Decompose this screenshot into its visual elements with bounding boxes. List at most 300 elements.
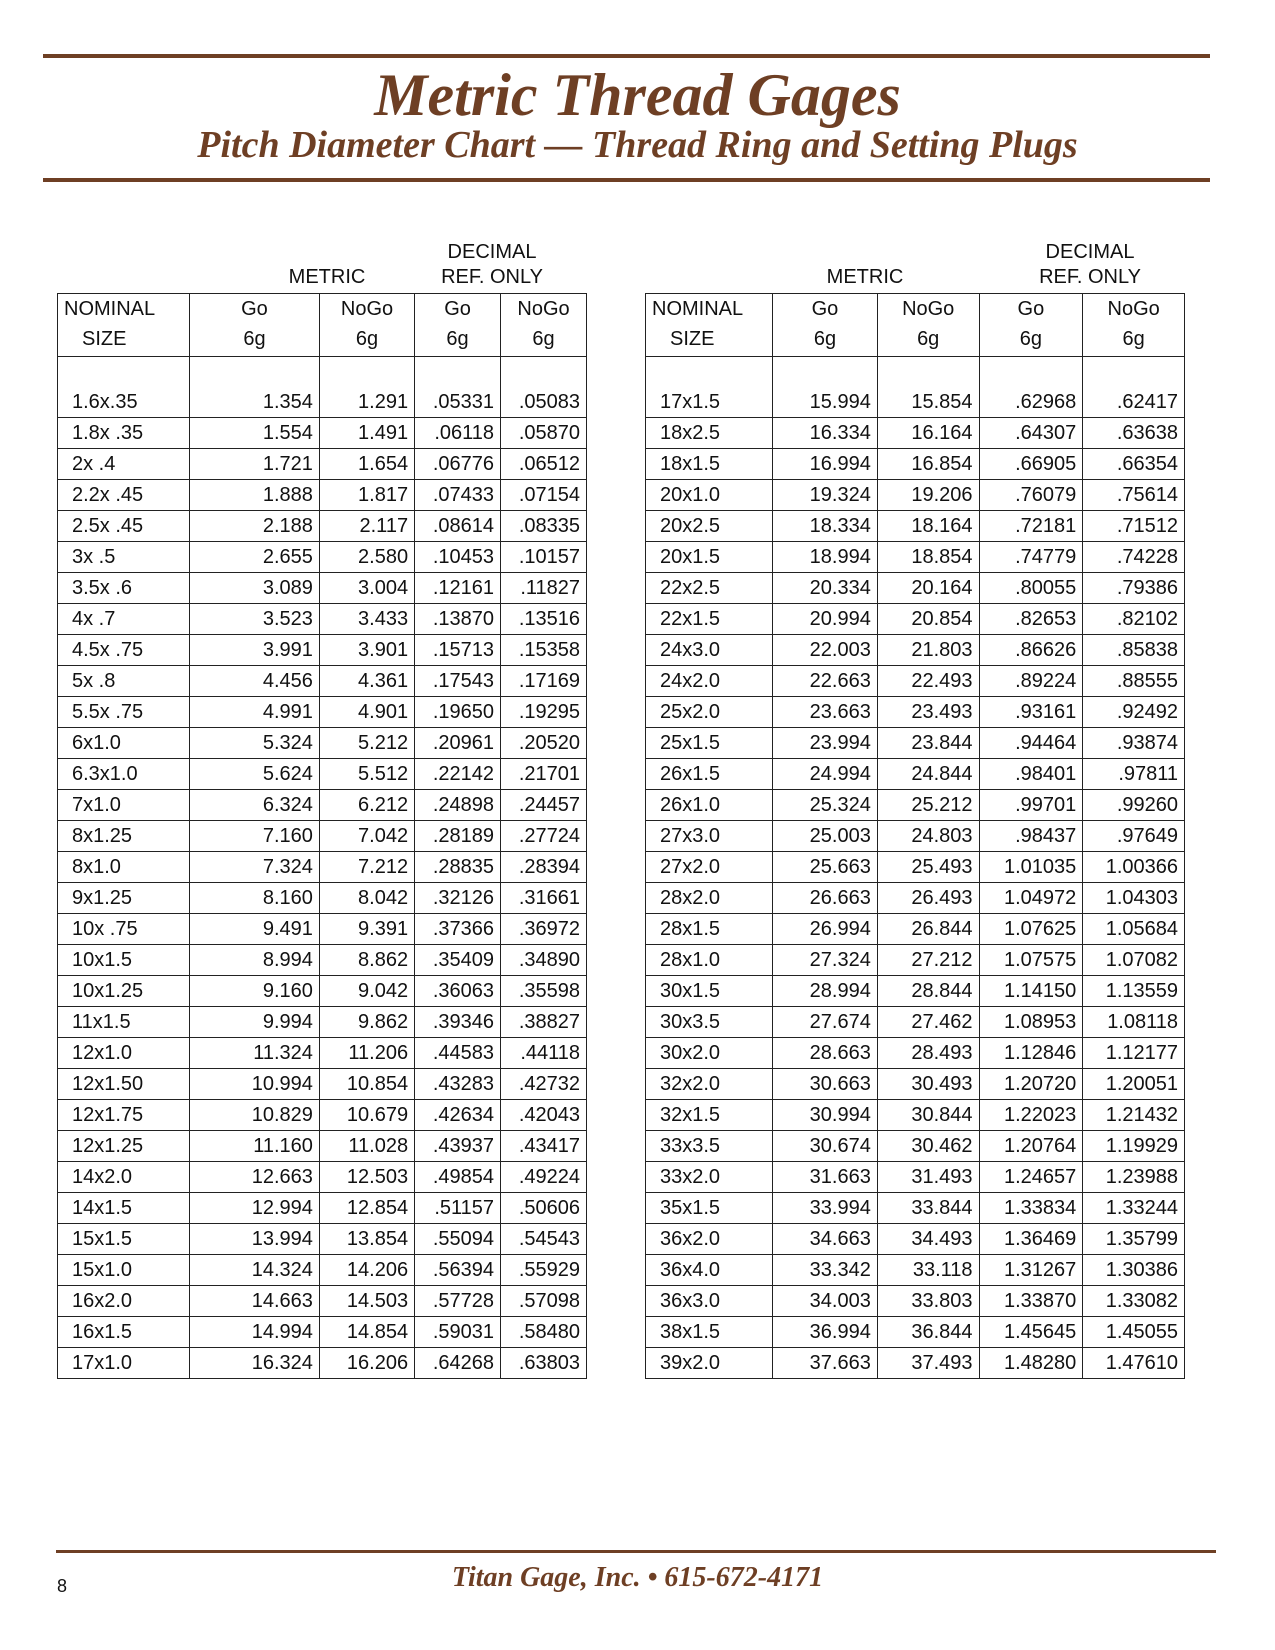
decimal-nogo-cell: .28394 bbox=[501, 852, 587, 883]
left-spacer-cell bbox=[319, 357, 414, 388]
nominal-size-cell: 17x1.5 bbox=[646, 387, 773, 418]
right-decimal-go-header-line1: Go bbox=[1017, 298, 1045, 320]
metric-go-cell: 30.663 bbox=[773, 1069, 878, 1100]
table-row bbox=[646, 1131, 1185, 1162]
decimal-go-cell: .20961 bbox=[415, 728, 501, 759]
decimal-nogo-cell: .38827 bbox=[501, 1007, 587, 1038]
right-decimal-group-header bbox=[1010, 240, 1170, 290]
table-row bbox=[58, 1069, 587, 1100]
decimal-nogo-cell: 1.33082 bbox=[1083, 1286, 1185, 1317]
decimal-nogo-cell: .54543 bbox=[501, 1224, 587, 1255]
metric-nogo-cell: 23.844 bbox=[877, 728, 979, 759]
decimal-go-cell: .55094 bbox=[415, 1224, 501, 1255]
metric-go-cell: 8.160 bbox=[189, 883, 319, 914]
right-metric-group-header: METRIC bbox=[826, 266, 904, 288]
metric-go-cell: 9.491 bbox=[189, 914, 319, 945]
metric-nogo-cell: 27.462 bbox=[877, 1007, 979, 1038]
decimal-nogo-cell: .11827 bbox=[501, 573, 587, 604]
left-decimal-nogo-header-line2: 6g bbox=[532, 328, 555, 350]
decimal-nogo-cell: .42732 bbox=[501, 1069, 587, 1100]
left-decimal-go-header-line2: 6g bbox=[446, 328, 469, 350]
table-row bbox=[646, 1193, 1185, 1224]
decimal-nogo-cell: .79386 bbox=[1083, 573, 1185, 604]
nominal-size-cell: 1.6x.35 bbox=[58, 387, 190, 418]
metric-nogo-cell: 33.803 bbox=[877, 1286, 979, 1317]
decimal-nogo-cell: .58480 bbox=[501, 1317, 587, 1348]
table-row bbox=[58, 1255, 587, 1286]
right-decimal-nogo-header-line1: NoGo bbox=[1107, 298, 1160, 320]
nominal-size-cell: 35x1.5 bbox=[646, 1193, 773, 1224]
right-spacer-cell bbox=[646, 357, 773, 388]
metric-go-cell: 5.324 bbox=[189, 728, 319, 759]
metric-nogo-cell: 3.901 bbox=[319, 635, 414, 666]
metric-go-cell: 24.994 bbox=[773, 759, 878, 790]
right-nominal-size-header-line1: NOMINAL bbox=[652, 298, 744, 320]
decimal-go-cell: 1.33834 bbox=[979, 1193, 1083, 1224]
table-row bbox=[58, 914, 587, 945]
decimal-go-cell: 1.12846 bbox=[979, 1038, 1083, 1069]
table-row bbox=[58, 976, 587, 1007]
decimal-go-cell: .39346 bbox=[415, 1007, 501, 1038]
decimal-nogo-cell: .21701 bbox=[501, 759, 587, 790]
nominal-size-cell: 27x2.0 bbox=[646, 852, 773, 883]
decimal-go-cell: .74779 bbox=[979, 542, 1083, 573]
left-spacer-cell bbox=[58, 357, 190, 388]
decimal-go-cell: .08614 bbox=[415, 511, 501, 542]
decimal-go-cell: .66905 bbox=[979, 449, 1083, 480]
metric-nogo-cell: 18.164 bbox=[877, 511, 979, 542]
nominal-size-cell: 10x .75 bbox=[58, 914, 190, 945]
left-ref-only-label: REF. ONLY bbox=[441, 266, 543, 288]
metric-nogo-cell: 14.206 bbox=[319, 1255, 414, 1286]
metric-go-cell: 9.160 bbox=[189, 976, 319, 1007]
nominal-size-cell: 18x1.5 bbox=[646, 449, 773, 480]
nominal-size-cell: 12x1.75 bbox=[58, 1100, 190, 1131]
metric-go-cell: 6.324 bbox=[189, 790, 319, 821]
left-spacer-cell bbox=[189, 357, 319, 388]
left-header-row bbox=[58, 294, 587, 357]
table-row bbox=[646, 1286, 1185, 1317]
decimal-go-cell: .44583 bbox=[415, 1038, 501, 1069]
left-metric-nogo-header bbox=[319, 294, 414, 357]
metric-nogo-cell: 24.844 bbox=[877, 759, 979, 790]
table-row bbox=[58, 697, 587, 728]
metric-nogo-cell: 20.854 bbox=[877, 604, 979, 635]
table-row bbox=[58, 1100, 587, 1131]
metric-go-cell: 15.994 bbox=[773, 387, 878, 418]
decimal-nogo-cell: .34890 bbox=[501, 945, 587, 976]
decimal-go-cell: .98401 bbox=[979, 759, 1083, 790]
decimal-go-cell: .59031 bbox=[415, 1317, 501, 1348]
metric-go-cell: 7.160 bbox=[189, 821, 319, 852]
table-row bbox=[646, 542, 1185, 573]
page-title: Metric Thread Gages bbox=[374, 62, 901, 128]
left-decimal-nogo-header-line1: NoGo bbox=[517, 298, 570, 320]
decimal-go-cell: 1.07625 bbox=[979, 914, 1083, 945]
decimal-go-cell: .62968 bbox=[979, 387, 1083, 418]
decimal-go-cell: .51157 bbox=[415, 1193, 501, 1224]
metric-go-cell: 34.003 bbox=[773, 1286, 878, 1317]
decimal-go-cell: .06118 bbox=[415, 418, 501, 449]
metric-go-cell: 28.994 bbox=[773, 976, 878, 1007]
decimal-go-cell: .94464 bbox=[979, 728, 1083, 759]
nominal-size-cell: 20x2.5 bbox=[646, 511, 773, 542]
decimal-go-cell: 1.45645 bbox=[979, 1317, 1083, 1348]
metric-nogo-cell: 1.654 bbox=[319, 449, 414, 480]
metric-nogo-cell: 33.118 bbox=[877, 1255, 979, 1286]
nominal-size-cell: 3x .5 bbox=[58, 542, 190, 573]
left-nominal-size-header-line1: NOMINAL bbox=[64, 298, 156, 320]
nominal-size-cell: 28x1.5 bbox=[646, 914, 773, 945]
metric-go-cell: 16.994 bbox=[773, 449, 878, 480]
decimal-go-cell: 1.24657 bbox=[979, 1162, 1083, 1193]
metric-nogo-cell: 25.493 bbox=[877, 852, 979, 883]
metric-go-cell: 8.994 bbox=[189, 945, 319, 976]
right-decimal-go-header bbox=[979, 294, 1083, 357]
decimal-nogo-cell: 1.08118 bbox=[1083, 1007, 1185, 1038]
decimal-go-cell: 1.14150 bbox=[979, 976, 1083, 1007]
table-row bbox=[646, 821, 1185, 852]
metric-nogo-cell: 8.862 bbox=[319, 945, 414, 976]
metric-go-cell: 20.994 bbox=[773, 604, 878, 635]
metric-go-cell: 10.994 bbox=[189, 1069, 319, 1100]
nominal-size-cell: 18x2.5 bbox=[646, 418, 773, 449]
table-row bbox=[58, 1007, 587, 1038]
metric-go-cell: 26.663 bbox=[773, 883, 878, 914]
left-spacer-cell bbox=[501, 357, 587, 388]
metric-nogo-cell: 9.042 bbox=[319, 976, 414, 1007]
decimal-nogo-cell: .05083 bbox=[501, 387, 587, 418]
metric-go-cell: 1.888 bbox=[189, 480, 319, 511]
metric-nogo-cell: 20.164 bbox=[877, 573, 979, 604]
metric-nogo-cell: 1.491 bbox=[319, 418, 414, 449]
metric-nogo-cell: 10.854 bbox=[319, 1069, 414, 1100]
nominal-size-cell: 26x1.0 bbox=[646, 790, 773, 821]
metric-nogo-cell: 12.854 bbox=[319, 1193, 414, 1224]
metric-nogo-cell: 3.004 bbox=[319, 573, 414, 604]
table-row bbox=[58, 542, 587, 573]
nominal-size-cell: 1.8x .35 bbox=[58, 418, 190, 449]
nominal-size-cell: 8x1.0 bbox=[58, 852, 190, 883]
metric-nogo-cell: 4.901 bbox=[319, 697, 414, 728]
table-row bbox=[646, 852, 1185, 883]
decimal-nogo-cell: .07154 bbox=[501, 480, 587, 511]
table-row bbox=[58, 1224, 587, 1255]
right-decimal-label: DECIMAL bbox=[1045, 241, 1135, 263]
nominal-size-cell: 22x2.5 bbox=[646, 573, 773, 604]
left-decimal-label: DECIMAL bbox=[447, 241, 537, 263]
decimal-go-cell: .80055 bbox=[979, 573, 1083, 604]
table-row bbox=[646, 1348, 1185, 1379]
metric-nogo-cell: 25.212 bbox=[877, 790, 979, 821]
left-decimal-go-header bbox=[415, 294, 501, 357]
metric-go-cell: 3.991 bbox=[189, 635, 319, 666]
nominal-size-cell: 7x1.0 bbox=[58, 790, 190, 821]
table-row bbox=[646, 1224, 1185, 1255]
table-row bbox=[58, 511, 587, 542]
right-decimal-nogo-header bbox=[1083, 294, 1185, 357]
decimal-nogo-cell: .82102 bbox=[1083, 604, 1185, 635]
table-row bbox=[58, 945, 587, 976]
decimal-nogo-cell: 1.13559 bbox=[1083, 976, 1185, 1007]
nominal-size-cell: 9x1.25 bbox=[58, 883, 190, 914]
metric-go-cell: 11.324 bbox=[189, 1038, 319, 1069]
decimal-go-cell: .19650 bbox=[415, 697, 501, 728]
metric-go-cell: 30.674 bbox=[773, 1131, 878, 1162]
right-metric-go-header-line1: Go bbox=[811, 298, 839, 320]
metric-go-cell: 1.554 bbox=[189, 418, 319, 449]
metric-nogo-cell: 14.503 bbox=[319, 1286, 414, 1317]
table-row bbox=[58, 728, 587, 759]
right-spacer-cell bbox=[1083, 357, 1185, 388]
decimal-nogo-cell: .24457 bbox=[501, 790, 587, 821]
metric-nogo-cell: 9.391 bbox=[319, 914, 414, 945]
metric-nogo-cell: 30.493 bbox=[877, 1069, 979, 1100]
table-row bbox=[58, 449, 587, 480]
decimal-nogo-cell: 1.00366 bbox=[1083, 852, 1185, 883]
left-metric-go-header bbox=[189, 294, 319, 357]
footer-rule bbox=[56, 1550, 1216, 1553]
decimal-go-cell: .43937 bbox=[415, 1131, 501, 1162]
nominal-size-cell: 33x2.0 bbox=[646, 1162, 773, 1193]
nominal-size-cell: 36x4.0 bbox=[646, 1255, 773, 1286]
metric-go-cell: 12.994 bbox=[189, 1193, 319, 1224]
table-row bbox=[58, 1038, 587, 1069]
table-row bbox=[58, 759, 587, 790]
table-row bbox=[646, 387, 1185, 418]
metric-nogo-cell: 13.854 bbox=[319, 1224, 414, 1255]
metric-nogo-cell: 22.493 bbox=[877, 666, 979, 697]
nominal-size-cell: 10x1.25 bbox=[58, 976, 190, 1007]
metric-go-cell: 14.994 bbox=[189, 1317, 319, 1348]
metric-go-cell: 7.324 bbox=[189, 852, 319, 883]
decimal-nogo-cell: 1.05684 bbox=[1083, 914, 1185, 945]
nominal-size-cell: 16x1.5 bbox=[58, 1317, 190, 1348]
decimal-go-cell: 1.07575 bbox=[979, 945, 1083, 976]
metric-nogo-cell: 18.854 bbox=[877, 542, 979, 573]
decimal-go-cell: .28835 bbox=[415, 852, 501, 883]
left-spacer-row bbox=[58, 357, 587, 388]
metric-go-cell: 22.663 bbox=[773, 666, 878, 697]
decimal-nogo-cell: 1.04303 bbox=[1083, 883, 1185, 914]
right-nominal-size-header bbox=[646, 294, 773, 357]
right-metric-nogo-header-line2: 6g bbox=[917, 328, 940, 350]
metric-nogo-cell: 7.212 bbox=[319, 852, 414, 883]
metric-go-cell: 25.324 bbox=[773, 790, 878, 821]
table-row bbox=[646, 573, 1185, 604]
metric-go-cell: 27.674 bbox=[773, 1007, 878, 1038]
nominal-size-cell: 36x3.0 bbox=[646, 1286, 773, 1317]
nominal-size-cell: 22x1.5 bbox=[646, 604, 773, 635]
metric-nogo-cell: 27.212 bbox=[877, 945, 979, 976]
table-row bbox=[646, 1069, 1185, 1100]
decimal-nogo-cell: .50606 bbox=[501, 1193, 587, 1224]
decimal-nogo-cell: .97811 bbox=[1083, 759, 1185, 790]
table-row bbox=[58, 852, 587, 883]
decimal-nogo-cell: 1.12177 bbox=[1083, 1038, 1185, 1069]
decimal-nogo-cell: 1.33244 bbox=[1083, 1193, 1185, 1224]
decimal-go-cell: .35409 bbox=[415, 945, 501, 976]
metric-nogo-cell: 34.493 bbox=[877, 1224, 979, 1255]
metric-nogo-cell: 1.291 bbox=[319, 387, 414, 418]
metric-nogo-cell: 14.854 bbox=[319, 1317, 414, 1348]
decimal-nogo-cell: .74228 bbox=[1083, 542, 1185, 573]
table-row bbox=[58, 635, 587, 666]
table-row bbox=[646, 604, 1185, 635]
decimal-go-cell: .22142 bbox=[415, 759, 501, 790]
nominal-size-cell: 11x1.5 bbox=[58, 1007, 190, 1038]
nominal-size-cell: 2x .4 bbox=[58, 449, 190, 480]
decimal-go-cell: .86626 bbox=[979, 635, 1083, 666]
right-decimal-go-header-line2: 6g bbox=[1019, 328, 1043, 350]
metric-nogo-cell: 26.493 bbox=[877, 883, 979, 914]
table-row bbox=[58, 821, 587, 852]
table-row bbox=[646, 728, 1185, 759]
metric-go-cell: 25.663 bbox=[773, 852, 878, 883]
nominal-size-cell: 14x2.0 bbox=[58, 1162, 190, 1193]
table-row bbox=[646, 883, 1185, 914]
decimal-nogo-cell: .71512 bbox=[1083, 511, 1185, 542]
metric-nogo-cell: 21.803 bbox=[877, 635, 979, 666]
decimal-nogo-cell: .75614 bbox=[1083, 480, 1185, 511]
decimal-go-cell: .43283 bbox=[415, 1069, 501, 1100]
decimal-go-cell: .15713 bbox=[415, 635, 501, 666]
decimal-go-cell: .07433 bbox=[415, 480, 501, 511]
metric-go-cell: 33.994 bbox=[773, 1193, 878, 1224]
metric-nogo-cell: 16.206 bbox=[319, 1348, 414, 1379]
table-row bbox=[58, 666, 587, 697]
decimal-nogo-cell: 1.07082 bbox=[1083, 945, 1185, 976]
decimal-nogo-cell: .20520 bbox=[501, 728, 587, 759]
decimal-go-cell: .98437 bbox=[979, 821, 1083, 852]
table-row bbox=[646, 1100, 1185, 1131]
nominal-size-cell: 10x1.5 bbox=[58, 945, 190, 976]
nominal-size-cell: 39x2.0 bbox=[646, 1348, 773, 1379]
right-spacer-row bbox=[646, 357, 1185, 388]
table-row bbox=[646, 635, 1185, 666]
decimal-go-cell: 1.20720 bbox=[979, 1069, 1083, 1100]
nominal-size-cell: 12x1.0 bbox=[58, 1038, 190, 1069]
decimal-go-cell: .32126 bbox=[415, 883, 501, 914]
metric-nogo-cell: 11.028 bbox=[319, 1131, 414, 1162]
metric-nogo-cell: 5.212 bbox=[319, 728, 414, 759]
decimal-nogo-cell: .57098 bbox=[501, 1286, 587, 1317]
decimal-nogo-cell: .17169 bbox=[501, 666, 587, 697]
decimal-go-cell: .72181 bbox=[979, 511, 1083, 542]
metric-nogo-cell: 16.854 bbox=[877, 449, 979, 480]
decimal-nogo-cell: .42043 bbox=[501, 1100, 587, 1131]
decimal-go-cell: .56394 bbox=[415, 1255, 501, 1286]
table-row bbox=[646, 418, 1185, 449]
right-ref-only-label: REF. ONLY bbox=[1039, 266, 1141, 288]
metric-go-cell: 1.354 bbox=[189, 387, 319, 418]
decimal-nogo-cell: 1.45055 bbox=[1083, 1317, 1185, 1348]
decimal-nogo-cell: 1.35799 bbox=[1083, 1224, 1185, 1255]
metric-go-cell: 18.334 bbox=[773, 511, 878, 542]
metric-go-cell: 25.003 bbox=[773, 821, 878, 852]
decimal-go-cell: 1.20764 bbox=[979, 1131, 1083, 1162]
right-metric-go-header-line2: 6g bbox=[813, 328, 837, 350]
decimal-nogo-cell: .19295 bbox=[501, 697, 587, 728]
right-pitch-diameter-table bbox=[645, 293, 1185, 1379]
decimal-go-cell: .05331 bbox=[415, 387, 501, 418]
table-row bbox=[58, 1131, 587, 1162]
right-spacer-cell bbox=[773, 357, 878, 388]
nominal-size-cell: 33x3.5 bbox=[646, 1131, 773, 1162]
decimal-go-cell: 1.22023 bbox=[979, 1100, 1083, 1131]
metric-go-cell: 18.994 bbox=[773, 542, 878, 573]
metric-go-cell: 20.334 bbox=[773, 573, 878, 604]
decimal-nogo-cell: .35598 bbox=[501, 976, 587, 1007]
table-row bbox=[58, 1286, 587, 1317]
metric-go-cell: 27.324 bbox=[773, 945, 878, 976]
decimal-go-cell: .57728 bbox=[415, 1286, 501, 1317]
metric-go-cell: 16.324 bbox=[189, 1348, 319, 1379]
decimal-go-cell: .12161 bbox=[415, 573, 501, 604]
metric-nogo-cell: 26.844 bbox=[877, 914, 979, 945]
decimal-nogo-cell: .97649 bbox=[1083, 821, 1185, 852]
decimal-nogo-cell: .10157 bbox=[501, 542, 587, 573]
decimal-go-cell: .28189 bbox=[415, 821, 501, 852]
decimal-go-cell: .99701 bbox=[979, 790, 1083, 821]
metric-nogo-cell: 2.580 bbox=[319, 542, 414, 573]
decimal-nogo-cell: 1.19929 bbox=[1083, 1131, 1185, 1162]
nominal-size-cell: 3.5x .6 bbox=[58, 573, 190, 604]
decimal-nogo-cell: .55929 bbox=[501, 1255, 587, 1286]
metric-go-cell: 23.994 bbox=[773, 728, 878, 759]
left-decimal-nogo-header bbox=[501, 294, 587, 357]
nominal-size-cell: 28x1.0 bbox=[646, 945, 773, 976]
nominal-size-cell: 16x2.0 bbox=[58, 1286, 190, 1317]
decimal-nogo-cell: .92492 bbox=[1083, 697, 1185, 728]
decimal-nogo-cell: 1.23988 bbox=[1083, 1162, 1185, 1193]
table-row bbox=[58, 1348, 587, 1379]
metric-go-cell: 36.994 bbox=[773, 1317, 878, 1348]
decimal-go-cell: .64268 bbox=[415, 1348, 501, 1379]
footer-company-contact: Titan Gage, Inc. • 615-672-4171 bbox=[451, 1562, 824, 1593]
decimal-go-cell: .10453 bbox=[415, 542, 501, 573]
metric-nogo-cell: 8.042 bbox=[319, 883, 414, 914]
decimal-go-cell: .89224 bbox=[979, 666, 1083, 697]
metric-nogo-cell: 37.493 bbox=[877, 1348, 979, 1379]
decimal-go-cell: .76079 bbox=[979, 480, 1083, 511]
decimal-nogo-cell: .63803 bbox=[501, 1348, 587, 1379]
table-row bbox=[646, 449, 1185, 480]
decimal-nogo-cell: .08335 bbox=[501, 511, 587, 542]
nominal-size-cell: 20x1.0 bbox=[646, 480, 773, 511]
metric-go-cell: 1.721 bbox=[189, 449, 319, 480]
nominal-size-cell: 6x1.0 bbox=[58, 728, 190, 759]
nominal-size-cell: 15x1.0 bbox=[58, 1255, 190, 1286]
decimal-nogo-cell: 1.47610 bbox=[1083, 1348, 1185, 1379]
metric-nogo-cell: 23.493 bbox=[877, 697, 979, 728]
metric-go-cell: 31.663 bbox=[773, 1162, 878, 1193]
left-nominal-size-header bbox=[58, 294, 190, 357]
metric-nogo-cell: 3.433 bbox=[319, 604, 414, 635]
table-row bbox=[646, 480, 1185, 511]
left-metric-go-header-line1: Go bbox=[241, 298, 268, 320]
metric-go-cell: 5.624 bbox=[189, 759, 319, 790]
nominal-size-cell: 14x1.5 bbox=[58, 1193, 190, 1224]
table-row bbox=[646, 759, 1185, 790]
metric-go-cell: 22.003 bbox=[773, 635, 878, 666]
top-rule bbox=[43, 54, 1210, 58]
nominal-size-cell: 6.3x1.0 bbox=[58, 759, 190, 790]
table-row bbox=[646, 1255, 1185, 1286]
table-row bbox=[58, 883, 587, 914]
decimal-go-cell: 1.01035 bbox=[979, 852, 1083, 883]
nominal-size-cell: 25x2.0 bbox=[646, 697, 773, 728]
